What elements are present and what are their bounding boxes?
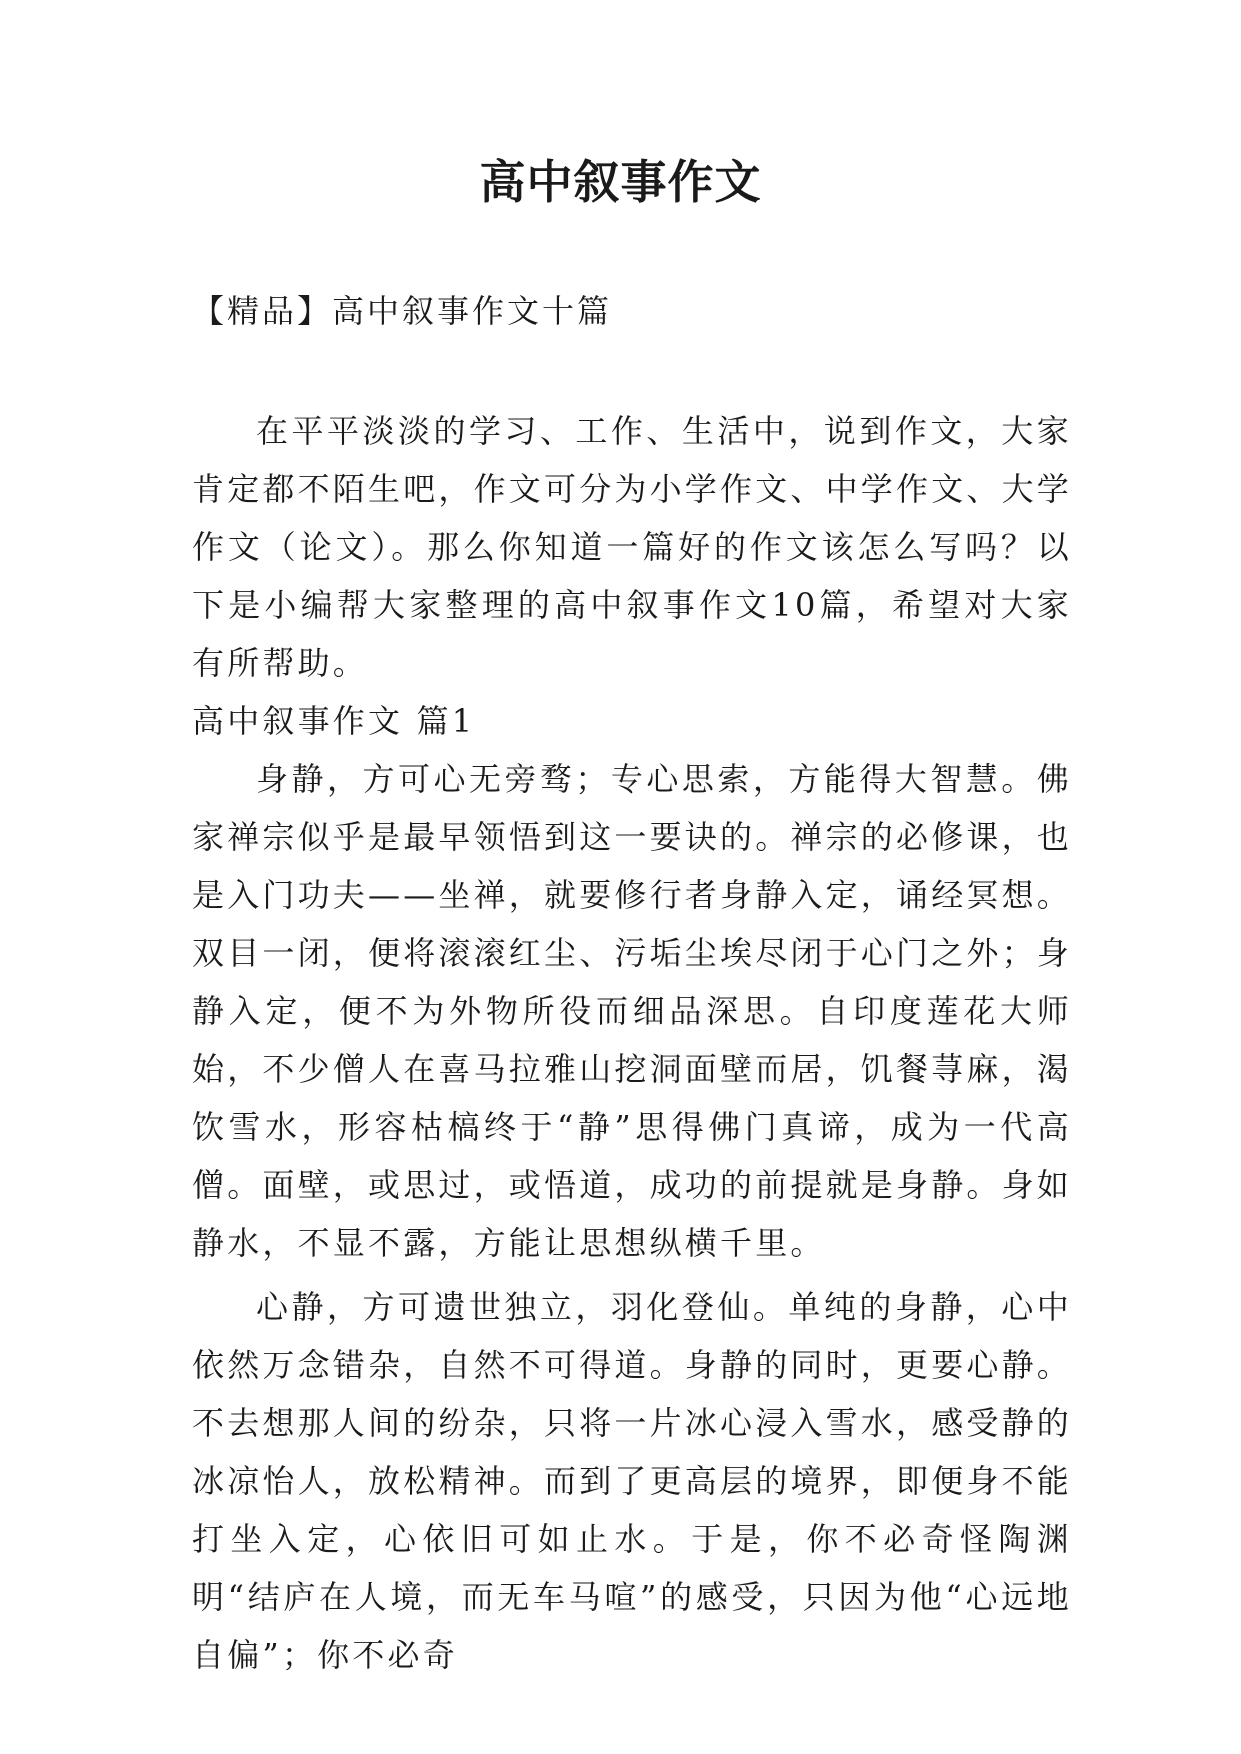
document-body bbox=[192, 402, 1072, 1684]
intro-paragraph: 在平平淡淡的学习、工作、生活中，说到作文，大家肯定都不陌生吧，作文可分为小学作文、中学作文、大学作文（论文）。那么你知道一篇好的作文该怎么写吗？以下是小编帮大家整理的高中叙事作文10篇，希望对大家有所帮助。 bbox=[192, 412, 1073, 682]
document-title: 高中叙事作文 bbox=[479, 155, 762, 209]
section-heading: 高中叙事作文 篇1 bbox=[192, 702, 476, 740]
body-paragraph-1: 身静，方可心无旁骛；专心思索，方能得大智慧。佛家禅宗似乎是最早领悟到这一要诀的。禅宗的必修课，也是入门功夫——坐禅，就要修行者身静入定，诵经冥想。双目一闭，便将滚滚红尘、污垢尘埃尽闭于心门之外；身静入定，便不为外物所役而细品深思。自印度莲花大师始，不少僧人在喜马拉雅山挖洞面壁而居，饥餐荨麻，渴饮雪水，形容枯槁终于“静”思得佛门真谛，成为一代高僧。面壁，或思过，或悟道，成功的前提就是身静。身如静水，不显不露，方能让思想纵横千里。 bbox=[192, 760, 1073, 1262]
body-paragraph-2: 心静，方可遗世独立，羽化登仙。单纯的身静，心中依然万念错杂，自然不可得道。身静的同时，更要心静。不去想那人间的纷杂，只将一片冰心浸入雪水，感受静的冰凉怡人，放松精神。而到了更高层的境界，即便身不能打坐入定，心依旧可如止水。于是，你不必奇怪陶渊明“结庐在人境，而无车马喧”的感受，只因为他“心远地自偏”；你不必奇 bbox=[192, 1288, 1073, 1674]
document-subtitle: 【精品】高中叙事作文十篇 bbox=[192, 292, 613, 330]
